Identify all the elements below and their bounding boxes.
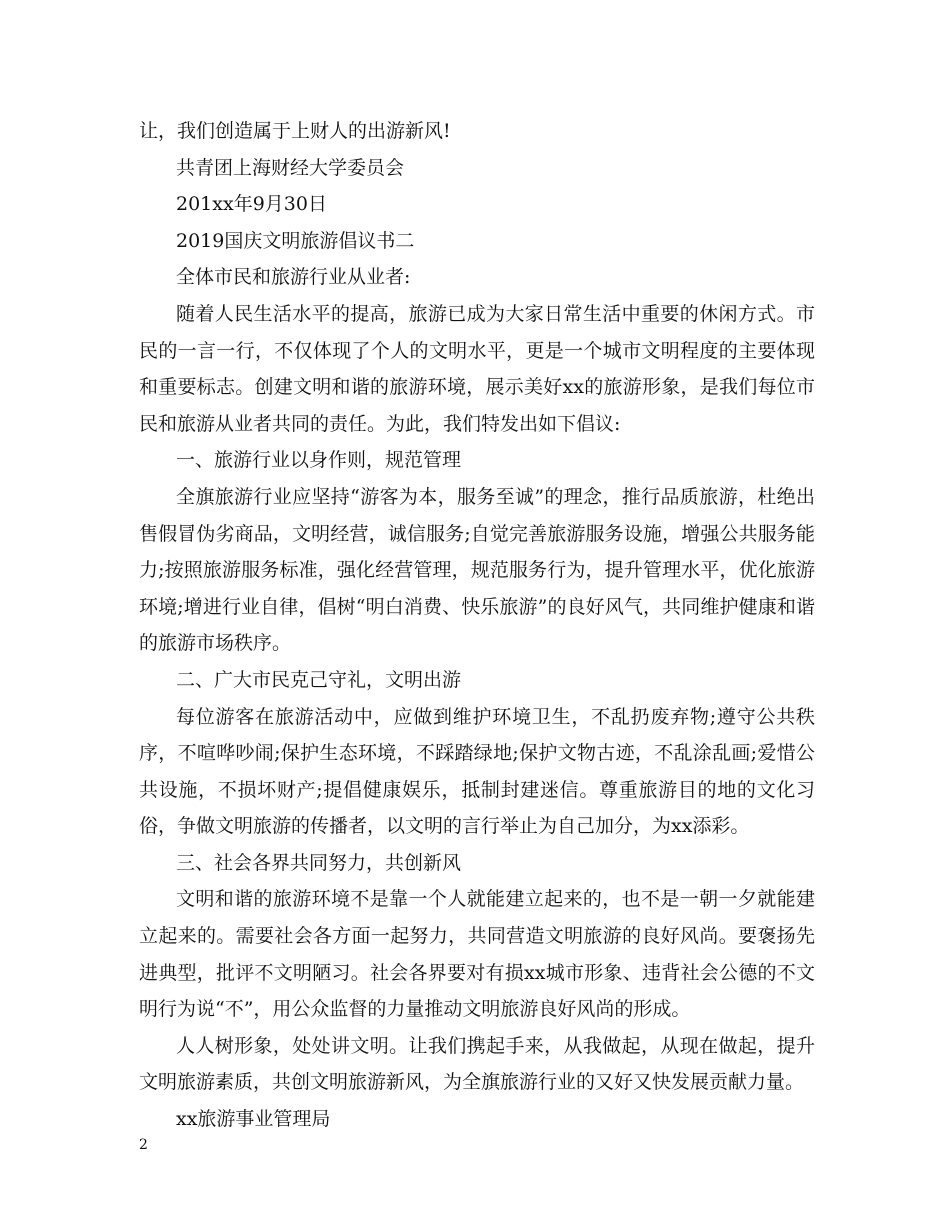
signature-organization: 共青团上海财经大学委员会: [176, 156, 405, 179]
text-line-opening: 让，我们创造属于上财人的出游新风!: [139, 120, 451, 142]
paragraph-section-two: 每位游客在旅游活动中，应做到维护环境卫生，不乱扔废弃物;遵守公共秩序，不喧哗吵闹;保护生态环境，不踩踏绿地;保护文物古迹，不乱涂乱画;爱惜公共设施，不损坏财产;提倡健康娱乐，抵制封建迷信。尊重旅游目的地的文化习俗，争做文明旅游的传播者，以文明的言行举止为自己加分，为xx添彩。: [139, 705, 815, 838]
paragraph-closing: 人人树形象，处处讲文明。让我们携起手来，从我做起，从现在做起，提升文明旅游素质，共创文明旅游新风，为全旗旅游行业的又好又快发展贡献力量。: [139, 1034, 815, 1094]
document-heading: 2019国庆文明旅游倡议书二: [176, 229, 415, 252]
paragraph-section-one: 全旗旅游行业应坚持“游客为本，服务至诚”的理念，推行品质旅游，杜绝出售假冒伪劣商品，文明经营，诚信服务;自觉完善旅游服务设施，增强公共服务能力;按照旅游服务标准，强化经营管理，规范服务行为，提升管理水平，优化旅游环境;增进行业自律，倡树“明白消费、快乐旅游”的良好风气，共同维护健康和谐的旅游市场秩序。: [139, 485, 815, 655]
paragraph-section-three: 文明和谐的旅游环境不是靠一个人就能建立起来的，也不是一朝一夕就能建立起来的。需要社会各方面一起努力，共同营造文明旅游的良好风尚。要褒扬先进典型，批评不文明陋习。社会各界要对有损xx城市形象、违背社会公德的不文明行为说“不”，用公众监督的力量推动文明旅游良好风尚的形成。: [139, 888, 815, 1021]
document-body: [139, 113, 815, 1138]
signature-bureau: xx旅游事业管理局: [176, 1108, 331, 1131]
salutation: 全体市民和旅游行业从业者:: [176, 266, 411, 289]
signature-date: 201xx年9月30日: [176, 193, 327, 216]
section-heading-two: 二、广大市民克己守礼，文明出游: [176, 668, 462, 691]
paragraph-intro: 随着人民生活水平的提高，旅游已成为大家日常生活中重要的休闲方式。市民的一言一行，不仅体现了个人的文明水平，更是一个城市文明程度的主要体现和重要标志。创建文明和谐的旅游环境，展示美好xx的旅游形象，是我们每位市民和旅游从业者共同的责任。为此，我们特发出如下倡议:: [139, 302, 815, 435]
section-heading-one: 一、旅游行业以身作则，规范管理: [176, 449, 462, 472]
page-number: 2: [139, 1137, 148, 1153]
section-heading-three: 三、社会各界共同努力，共创新风: [176, 851, 462, 874]
